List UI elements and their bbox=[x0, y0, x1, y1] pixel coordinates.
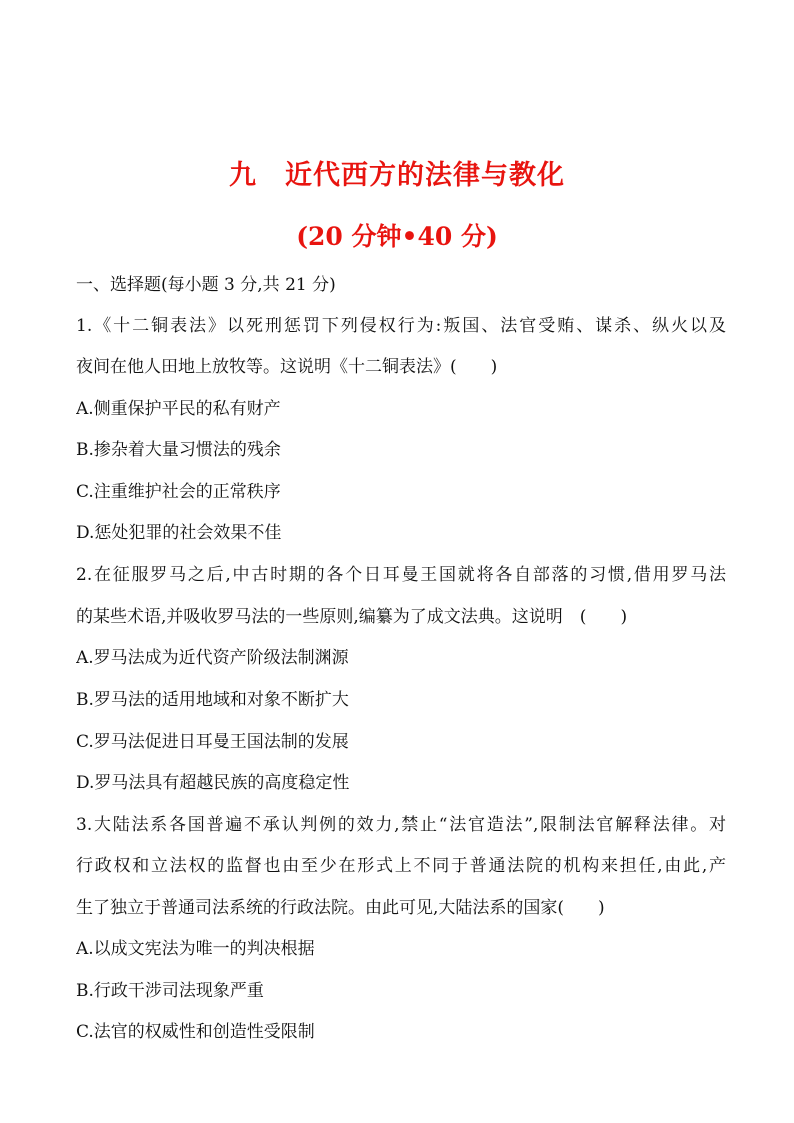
question-2-option-c: C.罗马法促进日耳曼王国法制的发展 bbox=[76, 732, 349, 752]
question-1-option-b: B.掺杂着大量习惯法的残余 bbox=[76, 440, 281, 460]
question-1-stem-line-1: 1.《十二铜表法》以死刑惩罚下列侵权行为:叛国、法官受贿、谋杀、纵火以及 bbox=[76, 316, 726, 336]
question-3-option-a: A.以成文宪法为唯一的判决根据 bbox=[76, 939, 315, 959]
question-2-option-d: D.罗马法具有超越民族的高度稳定性 bbox=[76, 773, 350, 793]
page-title: 九 近代西方的法律与教化 bbox=[229, 160, 565, 191]
question-1-option-c: C.注重维护社会的正常秩序 bbox=[76, 482, 281, 502]
question-2-option-b: B.罗马法的适用地域和对象不断扩大 bbox=[76, 690, 349, 710]
question-3-stem-line-1: 3.大陆法系各国普遍不承认判例的效力,禁止“法官造法”,限制法官解释法律。对 bbox=[76, 815, 726, 835]
question-1-option-a: A.侧重保护平民的私有财产 bbox=[76, 399, 281, 419]
question-2-stem-line-2: 的某些术语,并吸收罗马法的一些原则,编纂为了成文法典。这说明 ( ) bbox=[76, 607, 628, 627]
question-3-option-c: C.法官的权威性和创造性受限制 bbox=[76, 1022, 315, 1042]
page-subtitle: (20 分钟•40 分) bbox=[296, 222, 498, 251]
question-2-option-a: A.罗马法成为近代资产阶级法制渊源 bbox=[76, 648, 349, 668]
question-1-option-d: D.惩处犯罪的社会效果不佳 bbox=[76, 523, 282, 543]
question-3-option-b: B.行政干涉司法现象严重 bbox=[76, 981, 264, 1001]
question-1-stem-line-2: 夜间在他人田地上放牧等。这说明《十二铜表法》( ) bbox=[76, 357, 498, 377]
question-2-stem-line-1: 2.在征服罗马之后,中古时期的各个日耳曼王国就将各自部落的习惯,借用罗马法 bbox=[76, 565, 726, 585]
question-3-stem-line-3: 生了独立于普通司法系统的行政法院。由此可见,大陆法系的国家( ) bbox=[76, 898, 605, 918]
section-heading: 一、选择题(每小题 3 分,共 21 分) bbox=[76, 275, 336, 295]
question-3-stem-line-2: 行政权和立法权的监督也由至少在形式上不同于普通法院的机构来担任,由此,产 bbox=[76, 856, 726, 876]
